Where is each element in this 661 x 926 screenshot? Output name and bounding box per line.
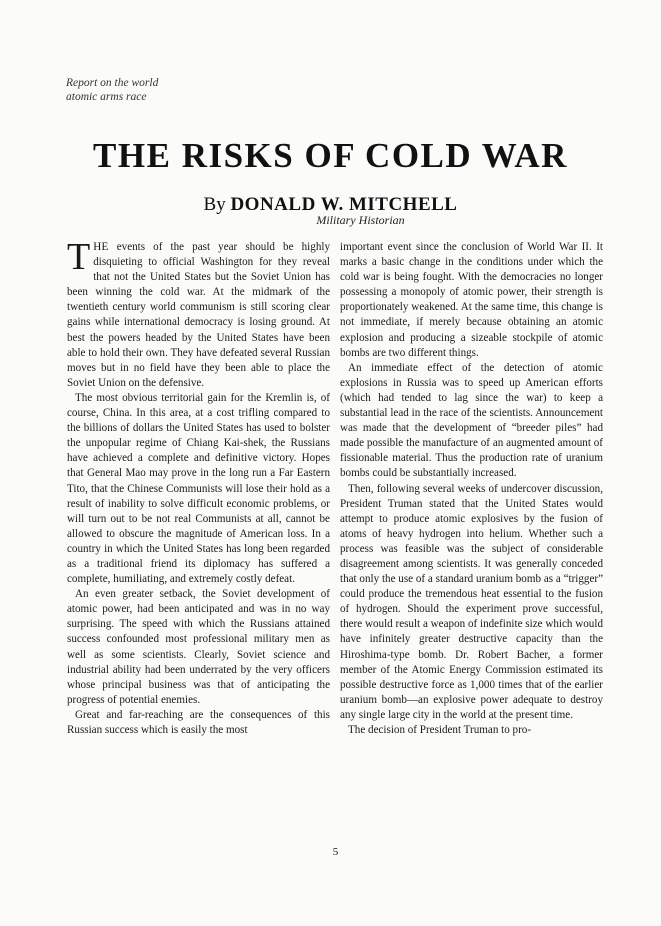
paragraph: An even greater setback, the Soviet development of atomic power, had been anticipated and was in no way surprising. The speed with which the Russians attained success confounded most professional military men as well as some scientists. Clearly, Soviet science and industrial ability had been underrated by the very officers whose principal business was that of anticipating the progress of potential enemies. xyxy=(67,588,330,706)
paragraph: The decision of President Truman to pro- xyxy=(348,724,532,736)
kicker-line-2: atomic arms race xyxy=(66,91,147,103)
left-column xyxy=(67,236,330,738)
author-role: Military Historian xyxy=(316,213,405,227)
paragraph-text: events of the past year should be highly disquieting to official Washington for they reveal that not the United States but the Soviet Union has been winning the cold war. At the midmark of the twentieth century world communism is still scoring clear gains while international democracy is losing ground. At best the powers headed by the United States have been able to hold their own. They have defeated several Russian moves but in no field have they been able to place the Soviet Union on the defensive. xyxy=(67,241,330,389)
paragraph: important event since the conclusion of World War II. It marks a basic change in the conditions under which the cold war is being fought. With the democracies no longer possessing a monopoly of atomic power, their strength is proportionately weakened. At the same time, this change is not immediate, if merely because obtaining an atomic explosion and producing a sizeable stockpile of atomic bombs are two different things. xyxy=(340,241,603,359)
paragraph: An immediate effect of the detection of atomic explosions in Russia was to speed up American efforts (which had tended to lag since the war) to keep a substantial lead in the race of the scientists. Announcement was made that the development of “breeder piles” had made possible the manufacture of an augmented amount of fissionable material. Thus the production rate of uranium bombs could be substantially increased. xyxy=(340,361,603,480)
paragraph xyxy=(67,236,330,391)
drop-cap: T xyxy=(67,236,91,278)
paragraph: Then, following several weeks of undercover discussion, President Truman stated that the United States would attempt to produce atomic explosives by the fusion of atoms of heavy hydrogen into helium. Whether such a process was feasible was the subject of considerable disagreement among scientists. It was generally conceded that only the use of a standard uranium bomb as a “trigger” could produce the tremendous heat essential to the fusion of hydrogen. Should the experiment prove successful, there would result a weapon of indefinite size which would have infinitely greater destructive capacity than the Hiroshima-type bomb. Dr. Robert Bacher, a former member of the Atomic Energy Commission estimated its possible destructive force as 1,000 times that of the earlier uranium bomb—an explosive power adequate to destroy any single large city in the world at the present time. xyxy=(340,482,603,721)
page-number: 5 xyxy=(332,846,339,858)
kicker-line-1: Report on the world xyxy=(66,77,159,89)
paragraph: Great and far-reaching are the consequences of this Russian success which is easily the most xyxy=(67,708,330,736)
section-kicker xyxy=(66,76,158,104)
author-name: DONALD W. MITCHELL xyxy=(230,194,458,215)
article-title: THE RISKS OF COLD WAR xyxy=(93,136,568,175)
right-column xyxy=(340,240,603,738)
byline-prefix: By xyxy=(203,194,226,215)
paragraph: The most obvious territorial gain for the Kremlin is, of course, China. In this area, at a cost trifling compared to the billions of dollars the United States has used to bolster the unpopular regime of Chiang Kai-shek, the Russians have achieved a complete and definitive victory. Hopes that General Mao may prove in the long run a Far Eastern Tito, that the Chinese Communists will lose their hold as a result of inability to solve difficult economic problems, or will turn out to be not real Communists at all, cannot be allowed to obscure the magnitude of American loss. In a country in which the United States has long been regarded as a traditional friend its diplomacy has suffered a complete, humiliating, and extremely costly defeat. xyxy=(67,391,330,586)
lead-caps: HE xyxy=(93,241,109,253)
